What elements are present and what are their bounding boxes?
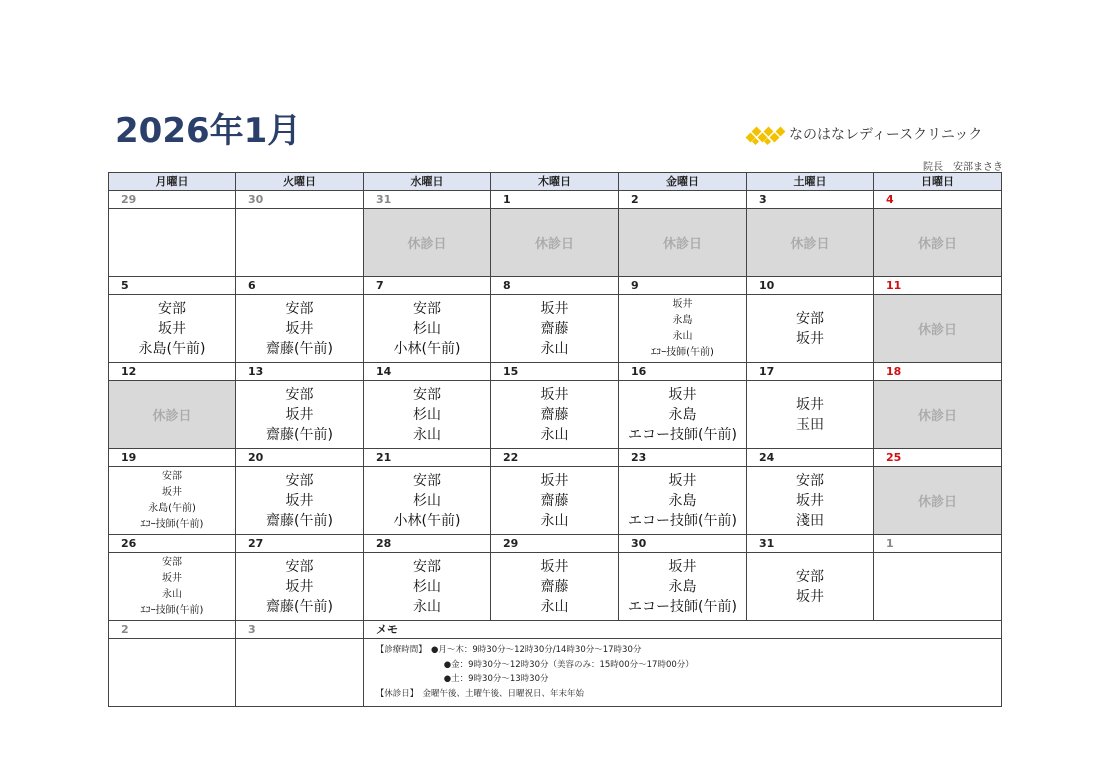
date-number: 3	[236, 621, 364, 639]
doctor-name: 永島(午前)	[138, 340, 206, 357]
memo-line: 【休診日】 金曜午後、土曜午後、日曜祝日、年末年始	[375, 688, 584, 699]
doctor-name: 安部	[413, 300, 441, 317]
date-number: 20	[236, 449, 364, 467]
doctor-name: 永島	[668, 492, 697, 509]
doctor-name: 安部	[285, 386, 314, 403]
doctor-schedule-cell	[364, 467, 491, 535]
closed-label: 休診日	[917, 237, 957, 252]
doctor-name: 坂井	[796, 396, 824, 413]
doctor-schedule-cell	[491, 381, 619, 449]
empty-day-cell	[874, 553, 1001, 621]
date-number: 29	[109, 191, 236, 209]
date-number: 30	[236, 191, 364, 209]
clinic-name: なのはなレディースクリニック	[789, 127, 983, 143]
doctor-name: 安部	[162, 556, 182, 568]
doctor-name: 永山	[540, 512, 569, 529]
doctor-name: 坂井	[540, 472, 569, 489]
date-number: 1	[874, 535, 1001, 553]
date-number: 27	[236, 535, 364, 553]
date-number: 2	[109, 621, 236, 639]
doctor-name: 坂井	[285, 320, 314, 337]
date-number: 10	[747, 277, 874, 295]
doctor-schedule-cell	[109, 295, 236, 363]
doctor-name: 齋藤	[540, 492, 569, 509]
doctor-name: 安部	[285, 558, 314, 575]
doctor-schedule-cell	[236, 381, 364, 449]
doctor-name: 淺田	[796, 512, 824, 529]
weekday-header: 月曜日	[109, 173, 236, 191]
date-number: 23	[619, 449, 747, 467]
date-number: 11	[874, 277, 1001, 295]
doctor-name: 坂井	[285, 406, 314, 423]
empty-day-cell	[236, 209, 364, 277]
doctor-name: 小林(午前)	[393, 340, 461, 357]
doctor-name: 齋藤(午前)	[266, 340, 333, 357]
empty-day-cell	[109, 639, 236, 706]
doctor-schedule-cell	[747, 295, 874, 363]
doctor-name: 齋藤(午前)	[266, 512, 333, 529]
closed-day-cell	[874, 381, 1001, 449]
doctor-name: ｴｺｰ技師(午前)	[140, 518, 204, 530]
date-number: 21	[364, 449, 491, 467]
date-number: 12	[109, 363, 236, 381]
closed-day-cell	[491, 209, 619, 277]
doctor-name: 杉山	[413, 406, 441, 423]
date-number: 1	[491, 191, 619, 209]
closed-label: 休診日	[917, 409, 957, 424]
date-number: 16	[619, 363, 747, 381]
memo-label: メモ	[364, 621, 1001, 639]
doctor-name: 永山	[672, 330, 693, 342]
clinic-logo	[745, 122, 982, 146]
weekday-header-row	[109, 173, 1001, 191]
date-number: 14	[364, 363, 491, 381]
doctor-name: 安部	[413, 472, 441, 489]
doctor-name: 坂井	[796, 492, 824, 509]
doctor-name: 坂井	[158, 320, 186, 337]
doctor-name: 安部	[158, 300, 186, 317]
memo-line: 【診療時間】 ●月～木：9時30分～12時30分/14時30分～17時30分	[375, 645, 642, 655]
schedule-row	[109, 467, 1001, 535]
closed-day-cell	[874, 209, 1001, 277]
doctor-name: 永山	[540, 340, 569, 357]
date-number: 5	[109, 277, 236, 295]
doctor-name: 齋藤	[540, 320, 569, 337]
doctor-name: 安部	[413, 558, 441, 575]
doctor-name: ｴｺｰ技師(午前)	[140, 604, 204, 616]
empty-day-cell	[109, 209, 236, 277]
weekday-header: 金曜日	[619, 173, 747, 191]
date-number: 7	[364, 277, 491, 295]
doctor-schedule-cell	[109, 553, 236, 621]
doctor-name: ｴｺｰ技師(午前)	[651, 346, 714, 358]
date-number: 29	[491, 535, 619, 553]
memo-content	[364, 639, 1001, 706]
doctor-name: 永島	[668, 406, 697, 423]
doctor-name: 安部	[285, 300, 314, 317]
doctor-name: 坂井	[672, 298, 693, 310]
doctor-schedule-cell	[236, 467, 364, 535]
closed-label: 休診日	[917, 495, 957, 510]
doctor-name: 齋藤	[540, 406, 569, 423]
date-number: 4	[874, 191, 1001, 209]
doctor-name: 齋藤(午前)	[266, 598, 333, 615]
date-number-row	[109, 621, 1001, 639]
doctor-name: 坂井	[162, 572, 182, 584]
schedule-row	[109, 553, 1001, 621]
doctor-schedule-cell	[491, 295, 619, 363]
closed-day-cell	[747, 209, 874, 277]
doctor-name: 永山	[162, 588, 182, 600]
doctor-name: 坂井	[796, 330, 824, 347]
doctor-schedule-cell	[364, 553, 491, 621]
closed-day-cell	[364, 209, 491, 277]
date-number: 15	[491, 363, 619, 381]
weekday-header: 日曜日	[874, 173, 1001, 191]
doctor-name: 齋藤(午前)	[266, 426, 333, 443]
date-number: 17	[747, 363, 874, 381]
doctor-name: 坂井	[668, 558, 697, 575]
doctor-name: 坂井	[796, 588, 824, 605]
doctor-name: 永島	[672, 314, 693, 326]
date-number: 22	[491, 449, 619, 467]
weekday-header: 木曜日	[491, 173, 619, 191]
closed-label: 休診日	[790, 237, 830, 252]
date-number: 6	[236, 277, 364, 295]
memo-row	[109, 639, 1001, 706]
doctor-schedule-cell	[364, 381, 491, 449]
date-number: 19	[109, 449, 236, 467]
doctor-name: 永山	[540, 426, 569, 443]
doctor-name: 杉山	[413, 320, 441, 337]
page-title: 2026年1月	[115, 111, 302, 151]
weekday-header: 火曜日	[236, 173, 364, 191]
date-number: 25	[874, 449, 1001, 467]
closed-day-cell	[619, 209, 747, 277]
date-number-row	[109, 535, 1001, 553]
doctor-name: 坂井	[540, 558, 569, 575]
weekday-header: 水曜日	[364, 173, 491, 191]
doctor-schedule-cell	[109, 467, 236, 535]
doctor-name: エコー技師(午前)	[628, 598, 737, 615]
doctor-name: 永島(午前)	[148, 502, 196, 514]
closed-day-cell	[874, 295, 1001, 363]
doctor-name: 安部	[796, 472, 824, 489]
doctor-schedule-cell	[619, 295, 747, 363]
doctor-name: エコー技師(午前)	[628, 426, 737, 443]
doctor-name: 永山	[540, 598, 569, 615]
doctor-name: 坂井	[668, 472, 697, 489]
doctor-schedule-cell	[747, 553, 874, 621]
doctor-name: 坂井	[668, 386, 697, 403]
date-number-row	[109, 191, 1001, 209]
director-name: 院長 安部まさき	[923, 162, 1003, 173]
closed-day-cell	[109, 381, 236, 449]
doctor-schedule-cell	[747, 467, 874, 535]
date-number: 28	[364, 535, 491, 553]
closed-day-cell	[874, 467, 1001, 535]
doctor-schedule-cell	[619, 381, 747, 449]
weekday-header: 土曜日	[747, 173, 874, 191]
doctor-name: 小林(午前)	[393, 512, 461, 529]
doctor-name: 永山	[413, 426, 441, 443]
date-number: 26	[109, 535, 236, 553]
doctor-name: 安部	[162, 470, 182, 482]
doctor-name: 杉山	[413, 492, 441, 509]
date-number: 31	[747, 535, 874, 553]
schedule-row	[109, 295, 1001, 363]
schedule-row	[109, 209, 1001, 277]
doctor-schedule-cell	[364, 295, 491, 363]
doctor-name: 玉田	[796, 416, 824, 433]
date-number: 9	[619, 277, 747, 295]
closed-label: 休診日	[662, 237, 702, 252]
date-number: 2	[619, 191, 747, 209]
closed-label: 休診日	[152, 409, 192, 424]
doctor-name: 坂井	[162, 486, 182, 498]
doctor-name: エコー技師(午前)	[628, 512, 737, 529]
closed-label: 休診日	[407, 237, 447, 252]
diamond-pattern-icon	[745, 122, 783, 146]
date-number-row	[109, 449, 1001, 467]
doctor-name: 坂井	[285, 492, 314, 509]
doctor-name: 坂井	[285, 578, 314, 595]
doctor-schedule-cell	[491, 467, 619, 535]
doctor-schedule-cell	[491, 553, 619, 621]
doctor-name: 永山	[413, 598, 441, 615]
doctor-schedule-cell	[236, 553, 364, 621]
doctor-schedule-cell	[619, 553, 747, 621]
doctor-name: 安部	[285, 472, 314, 489]
doctor-name: 坂井	[540, 300, 569, 317]
date-number-row	[109, 277, 1001, 295]
doctor-schedule-cell	[747, 381, 874, 449]
date-number: 30	[619, 535, 747, 553]
doctor-schedule-cell	[619, 467, 747, 535]
date-number: 18	[874, 363, 1001, 381]
calendar-weeks	[109, 191, 1001, 621]
empty-day-cell	[236, 639, 364, 706]
date-number: 8	[491, 277, 619, 295]
date-number: 13	[236, 363, 364, 381]
memo-line: ●金：9時30分～12時30分（美容のみ：15時00分～17時00分）	[375, 659, 694, 670]
doctor-schedule-cell	[236, 295, 364, 363]
date-number: 24	[747, 449, 874, 467]
doctor-name: 齋藤	[540, 578, 569, 595]
doctor-name: 杉山	[413, 578, 441, 595]
closed-label: 休診日	[534, 237, 574, 252]
doctor-name: 安部	[796, 568, 824, 585]
closed-label: 休診日	[917, 323, 957, 338]
calendar-table	[108, 172, 1002, 707]
doctor-name: 安部	[796, 310, 824, 327]
doctor-name: 坂井	[540, 386, 569, 403]
doctor-name: 安部	[413, 386, 441, 403]
date-number: 31	[364, 191, 491, 209]
date-number: 3	[747, 191, 874, 209]
memo-line: ●土：9時30分～13時30分	[375, 674, 549, 684]
doctor-name: 永島	[668, 578, 697, 595]
date-number-row	[109, 363, 1001, 381]
schedule-row	[109, 381, 1001, 449]
